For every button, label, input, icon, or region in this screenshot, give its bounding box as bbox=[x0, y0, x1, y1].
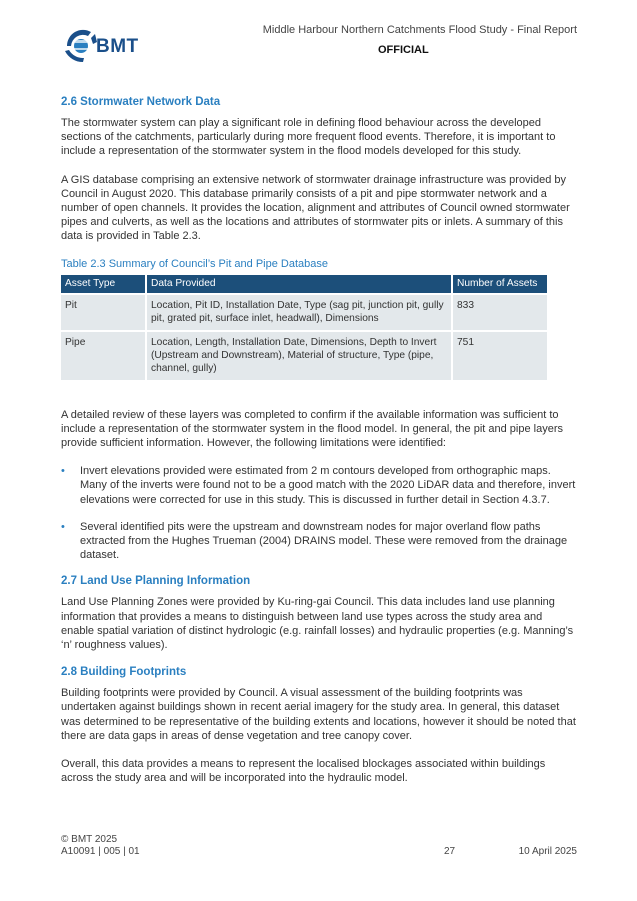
column-header: Asset Type bbox=[61, 275, 145, 293]
copyright: © BMT 2025 bbox=[61, 834, 118, 845]
list-item-text: Several identified pits were the upstream and downstream nodes for major overland flow paths extracted from the Hughes Trueman (2004) DRAINS model. These were removed from the drainage dataset. bbox=[80, 520, 568, 562]
classification-label: OFFICIAL bbox=[378, 44, 429, 56]
table-cell: Pipe bbox=[61, 330, 145, 380]
paragraph: Overall, this data provides a means to represent the localised blockages associated within buildings across the study area and will be incorporated into the hydraulic model. bbox=[61, 758, 546, 785]
section-heading-2-8: 2.8 Building Footprints bbox=[61, 666, 187, 679]
list-item bbox=[61, 464, 577, 507]
column-header: Number of Assets bbox=[451, 275, 547, 293]
paragraph: A detailed review of these layers was completed to confirm if the available information was sufficient to include a representation of the stormwater system in the flood model. In general, the pit and pipe layers provide sufficient information. However, the following limitations were identified: bbox=[61, 408, 564, 450]
pit-pipe-table bbox=[61, 275, 547, 380]
limitations-list bbox=[61, 464, 577, 562]
table-cell: 833 bbox=[451, 293, 547, 330]
report-title: Middle Harbour Northern Catchments Flood Study - Final Report bbox=[262, 24, 577, 36]
bullet-icon: • bbox=[61, 465, 65, 478]
table-row bbox=[61, 293, 547, 330]
paragraph: The stormwater system can play a significant role in defining flood behaviour across the developed sections of the catchments, particularly during more frequent flood events. Therefore, it is important to include a representation of the stormwater system in the flood models developed for this study. bbox=[61, 117, 556, 158]
list-item bbox=[61, 520, 577, 563]
paragraph: Building footprints were provided by Council. A visual assessment of the building footprints was undertaken against buildings shown in recent aerial imagery for the study area. In general, this dataset was determined to be representative of the building extents and locations, however it should be noted that there are data gaps in areas of dense vegetation and tree canopy cover. bbox=[61, 687, 576, 742]
page-number: 27 bbox=[444, 846, 456, 857]
page-body bbox=[61, 96, 577, 799]
document-reference: A10091 | 005 | 01 bbox=[61, 846, 140, 857]
footer-left bbox=[61, 834, 140, 858]
table-cell: Location, Pit ID, Installation Date, Type (sag pit, junction pit, gully pit, grated pit, surface inlet, headwall), Dimensions bbox=[145, 293, 451, 330]
list-item-text: Invert elevations provided were estimated from 2 m contours developed from orthographic maps. Many of the inverts were found not to be a good match with the 2020 LiDAR data and therefore, invert elevations were corrected for use in this study. This is discussed in further detail in Section 4.3.7. bbox=[80, 465, 576, 506]
table-cell: Location, Length, Installation Date, Dimensions, Depth to Invert (Upstream and Downstream), Material of structure, Type (pipe, channel, gully) bbox=[145, 330, 451, 380]
paragraph: A GIS database comprising an extensive network of stormwater drainage infrastructure was provided by Council in August 2020. This database primarily consists of a pit and pipe stormwater network and a number of open channels. It provides the location, alignment and attributes of Council owned stormwater pipes and culverts, as well as the locations and attributes of stormwater pits or inlets. A summary of this data is provided in Table 2.3. bbox=[61, 173, 570, 243]
bullet-icon: • bbox=[61, 520, 65, 533]
issue-date: 10 April 2025 bbox=[518, 846, 577, 857]
table-caption: Table 2.3 Summary of Council’s Pit and Pipe Database bbox=[61, 257, 328, 270]
table-header-row bbox=[61, 275, 547, 293]
table-cell: Pit bbox=[61, 293, 145, 330]
logo-wordmark: BMT bbox=[96, 36, 139, 57]
section-heading-2-6: 2.6 Stormwater Network Data bbox=[61, 96, 221, 108]
section-heading-2-7: 2.7 Land Use Planning Information bbox=[61, 575, 251, 588]
table-cell: 751 bbox=[451, 330, 547, 380]
paragraph: Land Use Planning Zones were provided by Ku-ring-gai Council. This data includes land use planning information that provides a means to distinguish between land use types across the study area and enable spatial variation of distinct hydrologic (e.g. rainfall losses) and hydraulic properties (e.g. Manning’s ‘n’ roughness values). bbox=[61, 596, 574, 652]
column-header: Data Provided bbox=[145, 275, 451, 293]
table-row bbox=[61, 330, 547, 380]
